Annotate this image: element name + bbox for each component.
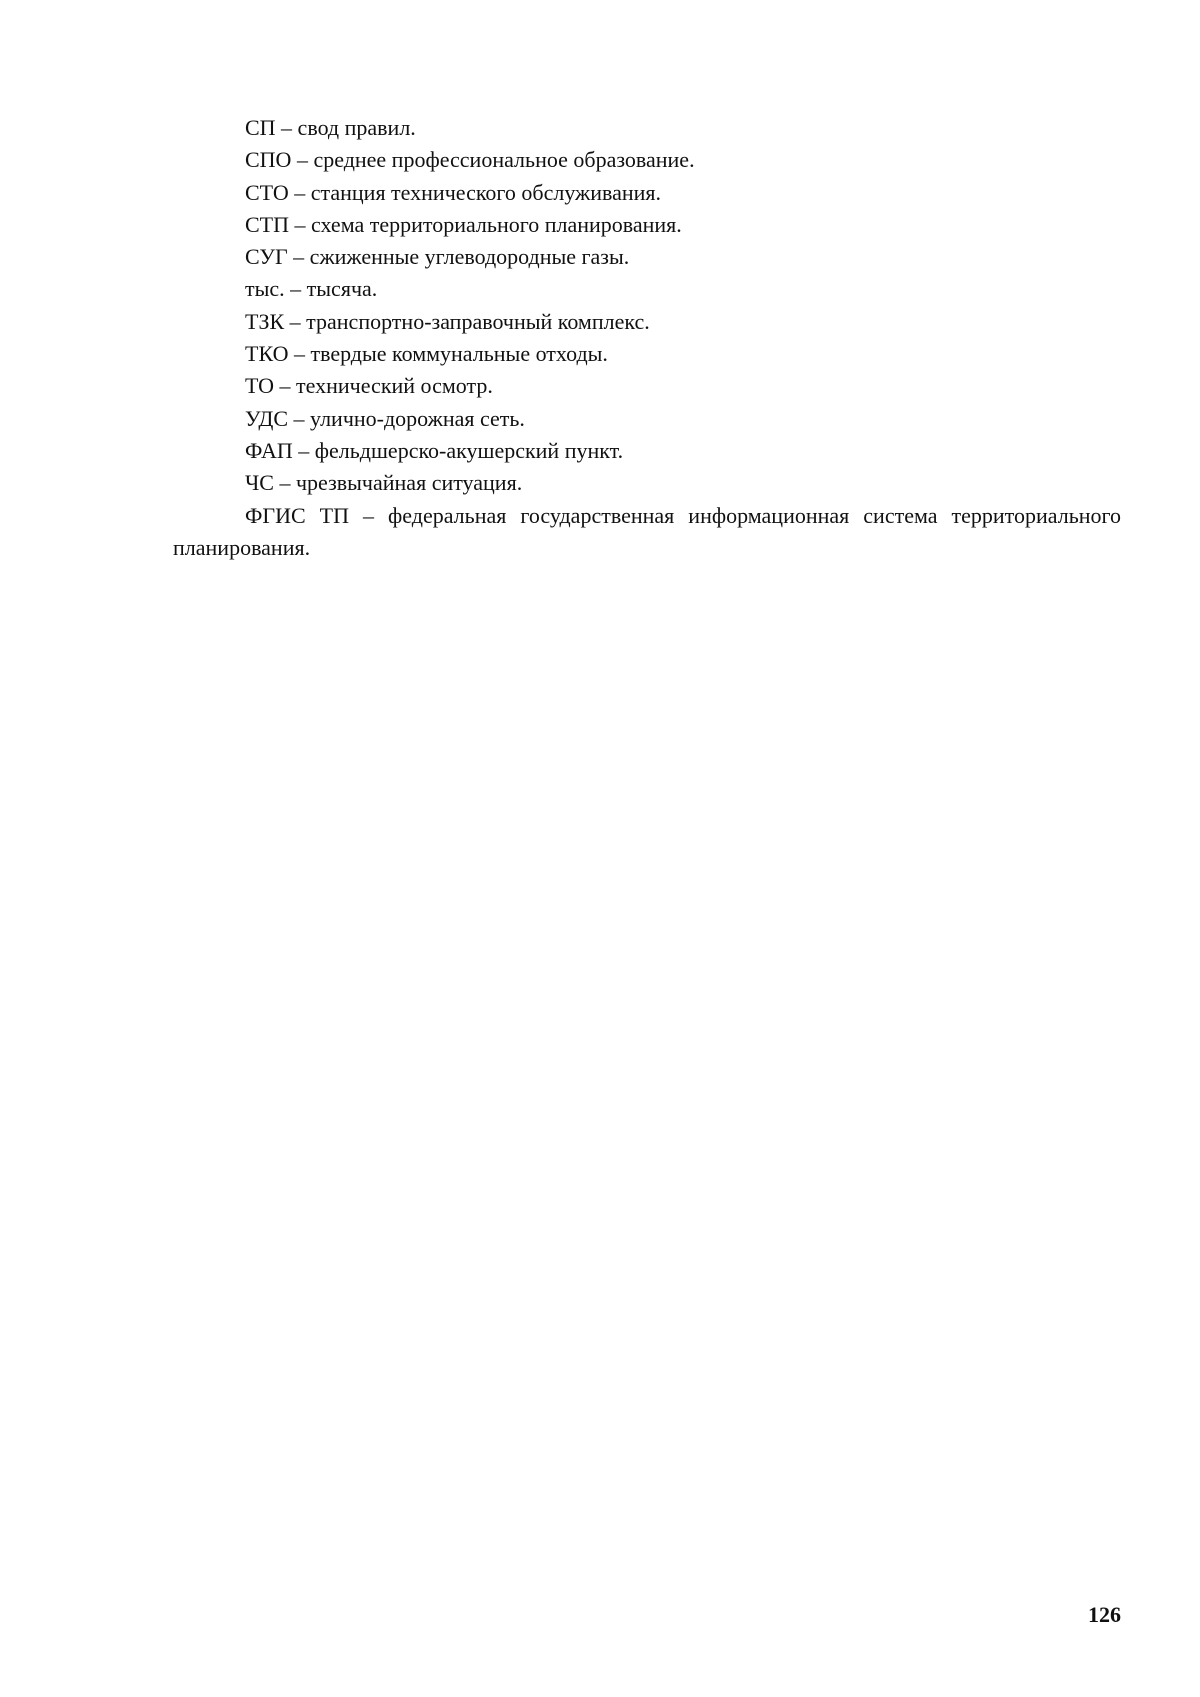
abbreviation-item: ТО – технический осмотр.: [245, 373, 493, 399]
abbreviation-item: УДС – улично-дорожная сеть.: [245, 405, 525, 431]
abbreviation-item: тыс. – тысяча.: [245, 276, 378, 302]
abbreviation-item: ТКО – твердые коммунальные отходы.: [245, 341, 608, 367]
abbreviation-item: СТП – схема территориального планирования.: [245, 211, 682, 237]
abbreviation-item: СПО – среднее профессиональное образование.: [245, 147, 695, 173]
abbreviation-list: [173, 112, 1121, 564]
abbreviation-item: СТО – станция технического обслуживания.: [245, 179, 662, 205]
abbreviation-item: ТЗК – транспортно-заправочный комплекс.: [245, 308, 650, 334]
abbreviation-item: ЧС – чрезвычайная ситуация.: [245, 470, 523, 496]
abbreviation-item: ФГИС ТП – федеральная государственная информационная система территориального планирования.: [173, 502, 1121, 560]
abbreviation-item: СП – свод правил.: [245, 115, 416, 140]
abbreviation-item: СУГ – сжиженные углеводородные газы.: [245, 244, 630, 270]
page-number: 126: [1088, 1602, 1121, 1627]
abbreviation-item: ФАП – фельдшерско-акушерский пункт.: [245, 437, 624, 463]
